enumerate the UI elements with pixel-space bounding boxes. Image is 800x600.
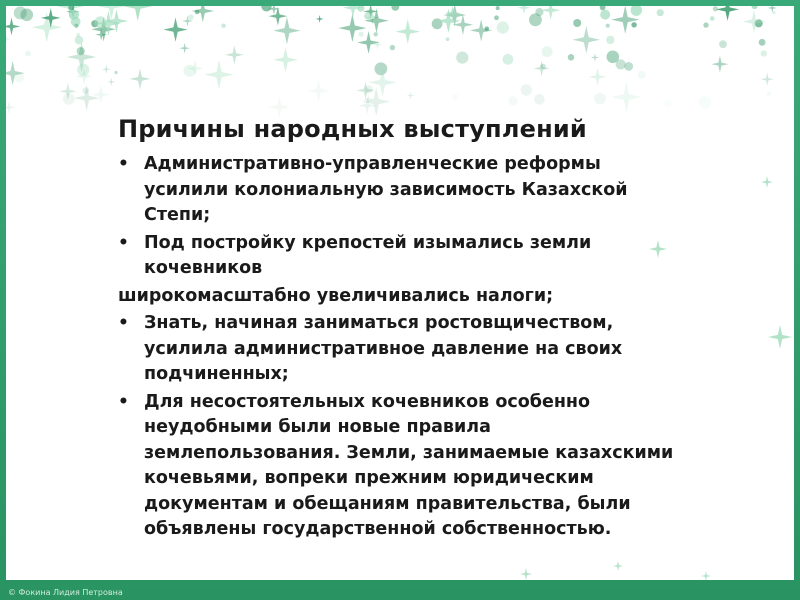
sparkle-star	[204, 60, 233, 89]
sparkle-star	[743, 10, 766, 33]
sparkle-star	[130, 68, 151, 89]
sparkle-dot	[631, 22, 636, 27]
sparkle-star	[613, 561, 623, 571]
sparkle-star	[591, 53, 600, 62]
sparkle-star	[338, 14, 366, 42]
sparkle-dot	[594, 93, 606, 105]
sparkle-dot	[188, 14, 194, 20]
sparkle-star	[541, 6, 560, 20]
sparkle-star	[761, 176, 773, 188]
sparkle-star	[192, 6, 214, 22]
bullet-item: • Для несостоятельных кочевников особенно неудобными были новые правила землепользования. Земли, занимаемые казахскими кочевьями, вопреки прежним юридическим документам и обещаниям правительства, были объявлены государственной собственностью.	[118, 390, 678, 543]
sparkle-dot	[607, 51, 620, 64]
sparkle-star	[6, 101, 16, 114]
sparkle-dot	[534, 94, 545, 105]
sparkle-dot	[446, 37, 450, 41]
sparkle-star	[470, 19, 492, 41]
sparkle-dot	[74, 24, 78, 28]
sparkle-dot	[568, 54, 575, 61]
sparkle-dot	[606, 36, 614, 44]
sparkle-star	[716, 6, 739, 21]
sparkle-dot	[657, 9, 664, 16]
sparkle-star	[107, 78, 115, 86]
sparkle-dot	[494, 15, 499, 20]
sparkle-dot	[772, 11, 775, 14]
sparkle-dot	[761, 50, 767, 56]
continuation-line: широкомасштабно увеличивались налоги;	[118, 285, 554, 306]
sparkle-star	[711, 56, 728, 73]
sparkle-star	[307, 79, 331, 103]
sparkle-dot	[719, 40, 727, 48]
sparkle-star	[768, 325, 792, 349]
sparkle-dot	[365, 85, 373, 93]
sparkle-dot	[713, 6, 718, 11]
sparkle-star	[343, 6, 363, 18]
sparkle-dot	[390, 45, 395, 50]
slide-title: Причины народных выступлений	[118, 115, 587, 143]
sparkle-dot	[767, 91, 772, 96]
sparkle-star	[612, 82, 642, 112]
sparkle-dot	[631, 6, 642, 16]
sparkle-star	[517, 6, 530, 14]
sparkle-dot	[521, 84, 532, 95]
sparkle-dot	[759, 39, 766, 46]
sparkle-star	[74, 85, 100, 111]
sparkle-dot	[535, 8, 543, 16]
sparkle-dot	[503, 54, 514, 65]
sparkle-dot	[699, 96, 711, 108]
bullet-item: • Под постройку крепостей изымались земли кочевников	[118, 231, 678, 282]
sparkle-dot	[456, 52, 468, 64]
sparkle-star	[225, 45, 244, 64]
sparkle-dot	[184, 65, 196, 77]
sparkle-dot	[485, 27, 489, 31]
sparkle-dot	[75, 36, 84, 45]
sparkle-star	[407, 91, 415, 99]
sparkle-dot	[63, 93, 75, 105]
sparkle-star	[573, 26, 600, 53]
sparkle-dot	[221, 24, 226, 29]
sparkle-dot	[452, 94, 458, 100]
sparkle-star	[534, 61, 550, 77]
sparkle-dot	[573, 19, 581, 27]
sparkle-dot	[508, 96, 517, 105]
sparkle-dot	[606, 24, 610, 28]
sparkle-dot	[21, 9, 34, 22]
sparkle-dot	[497, 21, 509, 33]
sparkle-dot	[752, 6, 758, 9]
sparkle-star	[372, 40, 382, 50]
sparkle-star	[6, 18, 20, 36]
slide-canvas	[6, 6, 794, 580]
sparkle-star	[768, 6, 778, 13]
sparkle-star	[316, 15, 324, 23]
sparkle-dot	[375, 62, 388, 75]
sparkle-star	[179, 43, 190, 54]
sparkle-star	[589, 68, 607, 86]
bullet-item: • Знать, начиная заниматься ростовщичеством, усилила административное давление на своих подчиненных;	[118, 311, 678, 388]
sparkle-star	[6, 35, 10, 43]
sparkle-dot	[14, 73, 24, 83]
sparkle-dot	[638, 71, 646, 79]
sparkle-dot	[359, 32, 364, 37]
sparkle-dot	[664, 99, 672, 107]
sparkle-dot	[115, 71, 118, 74]
sparkle-dot	[496, 6, 500, 10]
sparkle-star	[273, 47, 298, 72]
sparkle-star	[91, 85, 110, 104]
sparkle-dot	[374, 32, 378, 36]
sparkle-dot	[710, 16, 715, 21]
sparkle-star	[395, 19, 420, 44]
sparkle-star	[761, 73, 774, 86]
sparkle-dot	[703, 22, 708, 27]
sparkle-dot	[542, 46, 553, 57]
sparkle-dot	[25, 51, 31, 57]
sparkle-decoration	[6, 6, 794, 126]
bullet-list	[118, 152, 678, 543]
sparkle-star	[102, 65, 111, 74]
sparkle-dot	[391, 6, 399, 11]
sparkle-star	[520, 568, 532, 580]
sparkle-star	[368, 68, 397, 97]
bullet-item: • Административно-управленческие реформы усилили колониальную зависимость Казахской Степи;	[118, 152, 678, 229]
sparkle-dot	[364, 12, 371, 19]
sparkle-star	[701, 571, 711, 580]
sparkle-dot	[95, 16, 107, 28]
sparkle-star	[123, 6, 153, 21]
slide-content	[118, 114, 678, 545]
sparkle-dot	[600, 10, 610, 20]
copyright-footer: © Фокина Лидия Петровна	[8, 588, 123, 597]
